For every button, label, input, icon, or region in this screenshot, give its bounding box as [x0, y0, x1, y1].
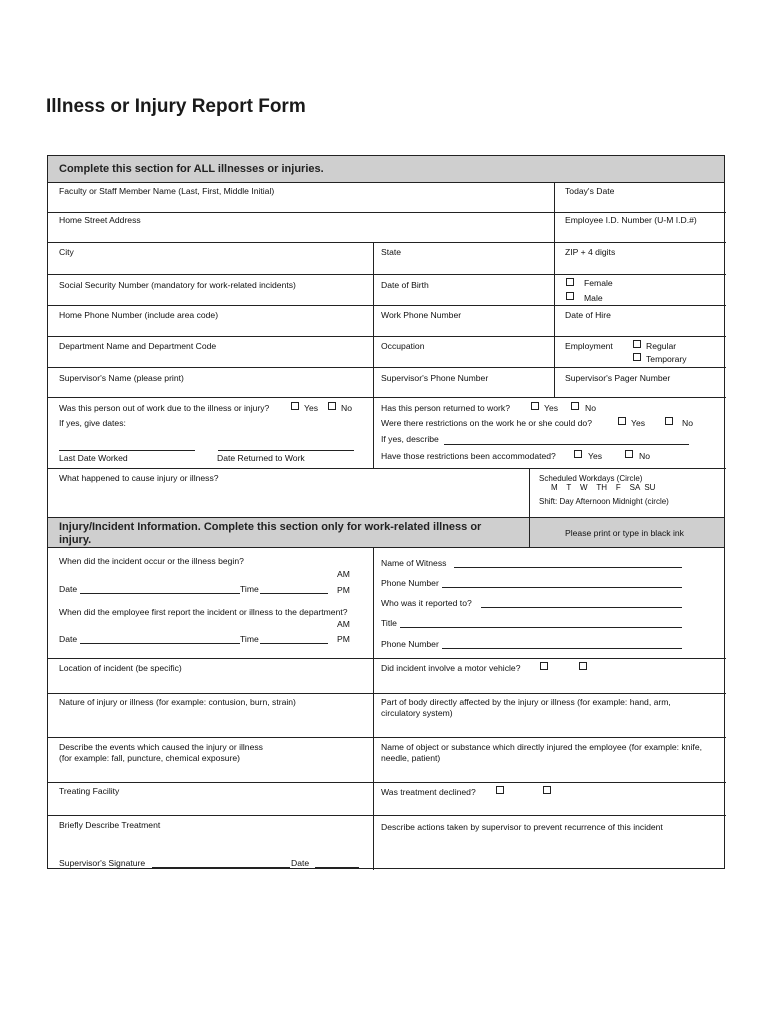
home-phone-field[interactable]: Home Phone Number (include area code): [59, 310, 219, 320]
date-returned-line[interactable]: [218, 450, 354, 451]
state-field[interactable]: State: [381, 247, 402, 257]
date-returned-label: Date Returned to Work: [217, 453, 305, 463]
incident-am-option[interactable]: AM: [337, 569, 350, 579]
events-field[interactable]: Describe the events which caused the injury or illness: [59, 742, 263, 752]
temporary-label: Temporary: [646, 354, 687, 364]
signature-line[interactable]: [152, 867, 290, 868]
if-yes-dates-label: If yes, give dates:: [59, 418, 126, 428]
if-yes-describe-label: If yes, describe: [381, 434, 439, 444]
report-form: [47, 155, 725, 869]
returned-no-checkbox[interactable]: [571, 402, 579, 410]
signature-label: Supervisor's Signature: [59, 858, 146, 868]
restrictions-question: Were there restrictions on the work he or she could do?: [381, 418, 592, 428]
section1-header: Complete this section for ALL illnesses or injuries.: [59, 163, 324, 175]
supervisor-name-field[interactable]: Supervisor's Name (please print): [59, 373, 184, 383]
date-of-hire-field[interactable]: Date of Hire: [565, 310, 611, 320]
declined-question: Was treatment declined?: [381, 787, 476, 797]
workdays-options[interactable]: M T W TH F SA SU: [551, 483, 656, 492]
workdays-label: Scheduled Workdays (Circle): [539, 474, 643, 483]
actions-field[interactable]: Describe actions taken by supervisor to prevent recurrence of this incident: [381, 822, 663, 832]
zip-field[interactable]: ZIP + 4 digits: [565, 247, 616, 257]
accommodated-question: Have those restrictions been accommodated?: [381, 451, 556, 461]
out-of-work-question: Was this person out of work due to the illness or injury?: [59, 403, 270, 413]
out-of-work-yes-checkbox[interactable]: [291, 402, 299, 410]
reported-phone-line[interactable]: [442, 648, 682, 649]
what-happened-field[interactable]: What happened to cause injury or illness?: [59, 473, 219, 483]
restrictions-yes-checkbox[interactable]: [618, 417, 626, 425]
returned-yes-label: Yes: [544, 403, 559, 413]
returned-no-label: No: [585, 403, 596, 413]
shift-options[interactable]: Shift: Day Afternoon Midnight (circle): [539, 497, 669, 506]
supervisor-pager-field[interactable]: Supervisor's Pager Number: [565, 373, 671, 383]
ssn-field[interactable]: Social Security Number (mandatory for work-related incidents): [59, 280, 296, 290]
section2-note: Please print or type in black ink: [565, 528, 684, 538]
incident-date-line[interactable]: [80, 593, 240, 594]
accommodated-no-label: No: [639, 451, 650, 461]
out-of-work-no-checkbox[interactable]: [328, 402, 336, 410]
treating-facility-field[interactable]: Treating Facility: [59, 786, 120, 796]
female-label: Female: [584, 278, 613, 288]
witness-line[interactable]: [454, 567, 682, 568]
restrictions-yes-label: Yes: [631, 418, 646, 428]
out-of-work-no-label: No: [341, 403, 352, 413]
regular-label: Regular: [646, 341, 677, 351]
last-date-worked-label: Last Date Worked: [59, 453, 128, 463]
reported-phone-label: Phone Number: [381, 639, 439, 649]
restrictions-no-checkbox[interactable]: [665, 417, 673, 425]
faculty-name-field[interactable]: Faculty or Staff Member Name (Last, First, Middle Initial): [59, 186, 275, 196]
employee-id-field[interactable]: Employee I.D. Number (U-M I.D.#): [565, 215, 697, 225]
reported-title-label: Title: [381, 618, 397, 628]
incident-time-line[interactable]: [260, 593, 328, 594]
witness-phone-line[interactable]: [442, 587, 682, 588]
regular-checkbox[interactable]: [633, 340, 641, 348]
report-time-line[interactable]: [260, 643, 328, 644]
incident-pm-option[interactable]: PM: [337, 585, 350, 595]
witness-phone-label: Phone Number: [381, 578, 439, 588]
department-field[interactable]: Department Name and Department Code: [59, 341, 217, 351]
report-pm-option[interactable]: PM: [337, 634, 350, 644]
todays-date-field[interactable]: Today's Date: [565, 186, 615, 196]
section1-header-band: [48, 156, 724, 183]
returned-question: Has this person returned to work?: [381, 403, 510, 413]
nature-field[interactable]: Nature of injury or illness (for example: contusion, burn, strain): [59, 697, 296, 707]
declined-yes-checkbox[interactable]: [496, 786, 504, 794]
accommodated-yes-checkbox[interactable]: [574, 450, 582, 458]
occupation-field[interactable]: Occupation: [381, 341, 425, 351]
object-field[interactable]: Name of object or substance which directly injured the employee (for example: knife, needle, patient): [381, 742, 702, 763]
report-date-label: Date: [59, 634, 78, 644]
motor-vehicle-yes-checkbox[interactable]: [540, 662, 548, 670]
location-field[interactable]: Location of incident (be specific): [59, 663, 182, 673]
restrictions-describe-line[interactable]: [444, 444, 689, 445]
reported-to-label: Who was it reported to?: [381, 598, 472, 608]
report-time-label: Time: [240, 634, 259, 644]
treatment-field[interactable]: Briefly Describe Treatment: [59, 820, 161, 830]
incident-date-label: Date: [59, 584, 78, 594]
report-when-label: When did the employee first report the incident or illness to the department?: [59, 607, 348, 617]
home-address-field[interactable]: Home Street Address: [59, 215, 141, 225]
out-of-work-yes-label: Yes: [304, 403, 319, 413]
events-example: (for example: fall, puncture, chemical exposure): [59, 753, 241, 763]
incident-when-label: When did the incident occur or the illness begin?: [59, 556, 244, 566]
reported-title-line[interactable]: [400, 627, 682, 628]
accommodated-no-checkbox[interactable]: [625, 450, 633, 458]
report-date-line[interactable]: [80, 643, 240, 644]
employment-label: Employment: [565, 341, 613, 351]
report-am-option[interactable]: AM: [337, 619, 350, 629]
motor-vehicle-question: Did incident involve a motor vehicle?: [381, 663, 521, 673]
accommodated-yes-label: Yes: [588, 451, 603, 461]
section2-header: Injury/Incident Information. Complete this section only for work-related illness or injury.: [59, 521, 482, 546]
body-part-field[interactable]: Part of body directly affected by the injury or illness (for example: hand, arm, circulatory system): [381, 697, 671, 718]
reported-to-line[interactable]: [481, 607, 682, 608]
temporary-checkbox[interactable]: [633, 353, 641, 361]
returned-yes-checkbox[interactable]: [531, 402, 539, 410]
restrictions-no-label: No: [682, 418, 693, 428]
supervisor-phone-field[interactable]: Supervisor's Phone Number: [381, 373, 489, 383]
signature-date-label: Date: [291, 858, 310, 868]
male-label: Male: [584, 293, 603, 303]
last-date-worked-line[interactable]: [59, 450, 195, 451]
page-title: Illness or Injury Report Form: [46, 96, 306, 117]
signature-date-line[interactable]: [315, 867, 359, 868]
work-phone-field[interactable]: Work Phone Number: [381, 310, 462, 320]
dob-field[interactable]: Date of Birth: [381, 280, 429, 290]
city-field[interactable]: City: [59, 247, 74, 257]
declined-no-checkbox[interactable]: [543, 786, 551, 794]
section2-header-band: [48, 517, 724, 548]
incident-time-label: Time: [240, 584, 259, 594]
motor-vehicle-no-checkbox[interactable]: [579, 662, 587, 670]
male-checkbox[interactable]: [566, 292, 574, 300]
witness-label: Name of Witness: [381, 558, 447, 568]
female-checkbox[interactable]: [566, 278, 574, 286]
